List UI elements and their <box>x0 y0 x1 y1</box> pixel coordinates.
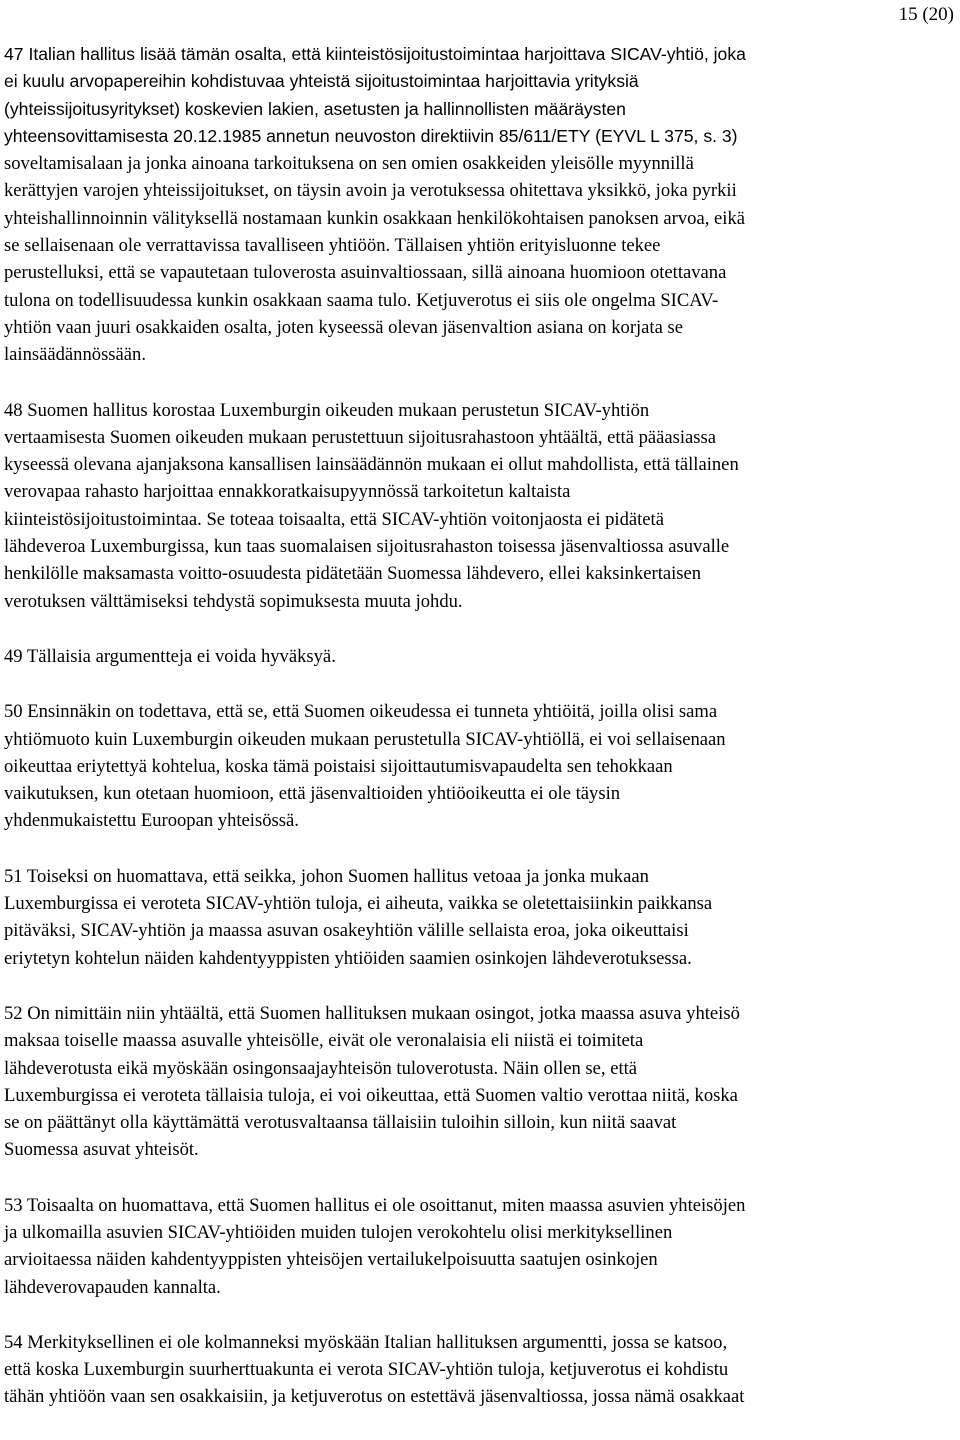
text-line: lähdeveroa Luxemburgissa, kun taas suomalaisen sijoitusrahaston toisessa jäsenvaltiossa asuvalle <box>4 536 730 558</box>
text-line: kerättyjen varojen yhteissijoitukset, on täysin avoin ja verotuksessa ohitettava yksikkö, joka pyrkii <box>4 180 737 202</box>
text-line: pitäväksi, SICAV-yhtiön ja maassa asuvan osakeyhtiön välille sellaista eroa, joka oikeuttaisi <box>4 920 689 942</box>
text-line: oikeuttaa eriytettyä kohtelua, koska tämä poistaisi sijoittautumisvapaudelta sen tehokkaan <box>4 755 673 777</box>
text-line: 48 Suomen hallitus korostaa Luxemburgin oikeuden mukaan perustetun SICAV-yhtiön <box>4 399 650 421</box>
paragraph-51 <box>4 863 952 972</box>
paragraph-54 <box>4 1329 952 1411</box>
paragraph-52 <box>4 1000 952 1164</box>
text-line: 49 Tällaisia argumentteja ei voida hyväksyä. <box>4 645 336 667</box>
text-line: yhdenmukaistettu Euroopan yhteisössä. <box>4 810 299 832</box>
paragraph-47 <box>4 41 952 369</box>
text-line: eriytetyn kohtelun näiden kahdentyyppisten yhtiöiden saamien osinkojen lähdeverotuksessa. <box>4 947 692 969</box>
text-line: lähdeverotusta eikä myöskään osingonsaajayhteisön tuloverotusta. Näin ollen se, että <box>4 1057 638 1079</box>
text-line: 53 Toisaalta on huomattava, että Suomen hallitus ei ole osoittanut, miten maassa asuvien yhteisöjen <box>4 1194 746 1216</box>
text-line: kyseessä olevana ajanjaksona kansallisen lainsäädännön mukaan ei ollut mahdollista, että tällainen <box>4 454 739 476</box>
text-line: 47 Italian hallitus lisää tämän osalta, että kiinteistösijoitustoimintaa harjoittava SICAV-yhtiö, joka <box>4 44 746 64</box>
text-line: että koska Luxemburgin suurherttuakunta ei verota SICAV-yhtiön tuloja, ketjuverotus ei kohdistu <box>4 1359 729 1381</box>
text-line: ja ulkomailla asuvien SICAV-yhtiöiden muiden tulojen verokohtelu olisi merkityksellinen <box>4 1221 673 1243</box>
text-line: Suomessa asuvat yhteisöt. <box>4 1139 199 1161</box>
text-line: perustelluksi, että se vapautetaan tuloverosta asuinvaltiossaan, sillä ainoana huomioon otettavana <box>4 262 727 284</box>
text-line: henkilölle maksamasta voitto-osuudesta pidätetään Suomessa lähdevero, ellei kaksinkertaisen <box>4 563 702 585</box>
text-line: se sellaisenaan ole verrattavissa tavalliseen yhtiöön. Tällaisen yhtiön erityisluonne tekee <box>4 235 661 257</box>
text-line: arvioitaessa näiden kahdentyyppisten yhteisöjen vertailukelpoisuutta saatujen osinkojen <box>4 1249 658 1271</box>
text-line: 52 On nimittäin niin yhtäältä, että Suomen hallituksen mukaan osingot, jotka maassa asuva yhteisö <box>4 1002 740 1024</box>
text-line: 51 Toiseksi on huomattava, että seikka, johon Suomen hallitus vetoaa ja jonka mukaan <box>4 865 649 887</box>
text-line: maksaa toiselle maassa asuvalle yhteisölle, eivät ole veronalaisia eli niistä ei toimiteta <box>4 1030 644 1052</box>
text-line: kiinteistösijoitustoimintaa. Se toteaa toisaalta, että SICAV-yhtiön voitonjaosta ei pidätetä <box>4 508 664 530</box>
text-line: yhteishallinnoinnin välityksellä nostamaan kunkin osakkaan henkilökohtaisen panoksen arvoa, eikä <box>4 207 745 229</box>
text-line: yhteensovittamisesta 20.12.1985 annetun neuvoston direktiivin 85/611/ETY (EYVL L 375, s. 3) <box>4 125 738 146</box>
text-line: tulona on todellisuudessa kunkin osakkaan saama tulo. Ketjuverotus ei siis ole ongelma SICAV- <box>4 289 719 311</box>
text-line: verovapaa rahasto harjoittaa ennakkoratkaisupyynnössä tarkoitetun kaltaista <box>4 481 571 503</box>
text-line: soveltamisalaan ja jonka ainoana tarkoituksena on sen omien osakkeiden yleisölle myynnillä <box>4 153 694 175</box>
text-line: lainsäädännössään. <box>4 344 146 366</box>
text-line: tähän yhtiöön vaan sen osakkaisiin, ja ketjuverotus on estettävä jäsenvaltiossa, jossa nämä osakkaat <box>4 1386 745 1408</box>
text-line: 50 Ensinnäkin on todettava, että se, että Suomen oikeudessa ei tunneta yhtiöitä, joilla olisi sama <box>4 701 718 723</box>
text-line: se on päättänyt olla käyttämättä verotusvaltaansa tällaisiin tuloihin silloin, kun niitä saavat <box>4 1112 677 1134</box>
page-number: 15 (20) <box>898 4 954 25</box>
paragraph-48 <box>4 397 952 615</box>
text-line: Luxemburgissa ei veroteta SICAV-yhtiön tuloja, ei aiheuta, vaikka se oletettaisiinkin paikkansa <box>4 893 713 915</box>
paragraph-53 <box>4 1192 952 1301</box>
text-line: vaikutuksen, kun otetaan huomioon, että jäsenvaltioiden yhtiöoikeutta ei ole täysin <box>4 783 621 805</box>
text-line: Luxemburgissa ei veroteta tällaisia tuloja, ei voi oikeuttaa, että Suomen valtio verottaa niitä, koska <box>4 1084 738 1106</box>
text-line: yhtiön vaan juuri osakkaiden osalta, joten kyseessä olevan jäsenvaltion asiana on korjata se <box>4 316 683 338</box>
text-line: (yhteissijoitusyritykset) koskevien lakien, asetusten ja hallinnollisten määräysten <box>4 98 626 119</box>
text-line: verotuksen välttämiseksi tehdystä sopimuksesta muuta johdu. <box>4 590 463 612</box>
paragraph-50 <box>4 698 952 834</box>
text-line: vertaamisesta Suomen oikeuden mukaan perustettuun sijoitusrahastoon yhtäältä, että pääasiassa <box>4 426 717 448</box>
document-body <box>4 41 952 1439</box>
text-line: yhtiömuoto kuin Luxemburgin oikeuden mukaan perustetulla SICAV-yhtiöllä, ei voi sellaisenaan <box>4 728 726 750</box>
paragraph-49 <box>4 643 952 670</box>
text-line: lähdeverovapauden kannalta. <box>4 1276 221 1298</box>
text-line: ei kuulu arvopapereihin kohdistuvaa yhteistä sijoitustoimintaa harjoittavia yrityksiä <box>4 71 639 92</box>
text-line: 54 Merkityksellinen ei ole kolmanneksi myöskään Italian hallituksen argumentti, jossa se katsoo, <box>4 1331 728 1353</box>
